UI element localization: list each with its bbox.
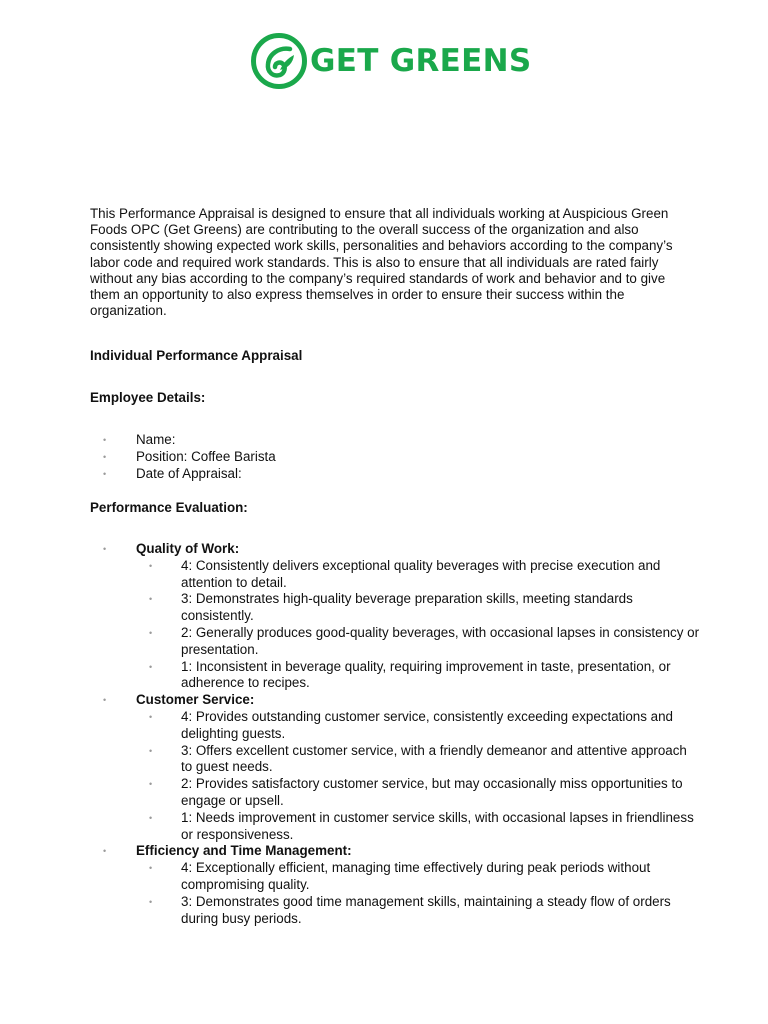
rating-item bbox=[103, 810, 701, 844]
bullet-icon: • bbox=[103, 695, 107, 706]
leaf-logo-icon bbox=[250, 32, 308, 90]
bullet-icon: • bbox=[149, 594, 153, 605]
rating-text: 1: Inconsistent in beverage quality, requiring improvement in taste, presentation, or adherence to recipes. bbox=[181, 658, 671, 691]
rating-item bbox=[103, 558, 701, 592]
rating-text: 1: Needs improvement in customer service skills, with occasional lapses in friendliness or responsiveness. bbox=[181, 809, 694, 842]
bullet-icon: • bbox=[103, 435, 107, 445]
document-title: Individual Performance Appraisal bbox=[90, 348, 303, 363]
rating-item bbox=[103, 743, 701, 777]
rating-list bbox=[103, 860, 703, 927]
bullet-icon: • bbox=[149, 661, 153, 672]
employee-detail-item bbox=[103, 466, 703, 483]
employee-detail-item bbox=[103, 449, 703, 466]
rating-item bbox=[103, 625, 701, 659]
rating-text: 2: Generally produces good-quality beverages, with occasional lapses in consistency or presentation. bbox=[181, 624, 700, 657]
bullet-icon: • bbox=[149, 627, 153, 638]
rating-item bbox=[103, 860, 701, 894]
bullet-icon: • bbox=[149, 711, 153, 722]
bullet-icon: • bbox=[149, 560, 153, 571]
category-title: Quality of Work: bbox=[136, 541, 240, 556]
bullet-icon: • bbox=[103, 846, 107, 857]
rating-item bbox=[103, 709, 701, 743]
bullet-icon: • bbox=[149, 812, 153, 823]
rating-item bbox=[103, 659, 701, 693]
bullet-icon: • bbox=[149, 896, 153, 907]
rating-list bbox=[103, 558, 703, 692]
rating-item bbox=[103, 776, 701, 810]
employee-details-heading: Employee Details: bbox=[90, 390, 206, 405]
evaluation-list bbox=[103, 541, 703, 927]
bullet-icon: • bbox=[103, 451, 107, 462]
employee-detail-item bbox=[103, 432, 703, 449]
rating-text: 4: Exceptionally efficient, managing time effectively during peak periods without compromising quality. bbox=[181, 860, 651, 892]
rating-list bbox=[103, 709, 703, 843]
rating-text: 3: Offers excellent customer service, with a friendly demeanor and attentive approach to guest needs. bbox=[181, 742, 687, 775]
detail-name-label: Name: bbox=[136, 432, 176, 447]
rating-text: 3: Demonstrates good time management skills, maintaining a steady flow of orders during busy periods. bbox=[181, 893, 671, 926]
rating-text: 3: Demonstrates high-quality beverage preparation skills, meeting standards consistently. bbox=[181, 591, 633, 624]
get-greens-logo bbox=[250, 32, 532, 90]
detail-position-label: Position: Coffee Barista bbox=[136, 448, 276, 464]
evaluation-category bbox=[103, 843, 703, 860]
bullet-icon: • bbox=[103, 544, 107, 554]
employee-details-list bbox=[103, 432, 703, 482]
bullet-icon: • bbox=[149, 745, 153, 756]
rating-text: 2: Provides satisfactory customer service, but may occasionally miss opportunities to engage or upsell. bbox=[181, 776, 683, 808]
bullet-icon: • bbox=[149, 779, 153, 790]
bullet-icon: • bbox=[103, 468, 107, 479]
category-title: Customer Service: bbox=[136, 692, 255, 708]
rating-item bbox=[103, 894, 701, 928]
rating-text: 4: Provides outstanding customer service, consistently exceeding expectations and delighting guests. bbox=[181, 708, 674, 741]
rating-text: 4: Consistently delivers exceptional quality beverages with precise execution and attention to detail. bbox=[181, 557, 661, 590]
bullet-icon: • bbox=[149, 863, 153, 874]
intro-paragraph: This Performance Appraisal is designed to ensure that all individuals working at Auspicious Green Foods OPC (Get Greens) are contributing to the overall success of the organization and also consistently showing expected work skills, personalities and behaviors according to the company’s labor code and required work standards. This is also to ensure that all individuals are rated fairly without any bias according to the company’s required standards of work and behavior and to give them an opportunity to also express themselves in order to ensure their success within the organization. bbox=[90, 206, 673, 319]
evaluation-category bbox=[103, 692, 703, 709]
brand-name: GET GREENS bbox=[310, 43, 532, 79]
category-title: Efficiency and Time Management: bbox=[136, 843, 352, 859]
evaluation-category bbox=[103, 541, 703, 558]
rating-item bbox=[103, 591, 701, 625]
performance-evaluation-heading: Performance Evaluation: bbox=[90, 500, 248, 515]
detail-date-label: Date of Appraisal: bbox=[136, 465, 242, 481]
